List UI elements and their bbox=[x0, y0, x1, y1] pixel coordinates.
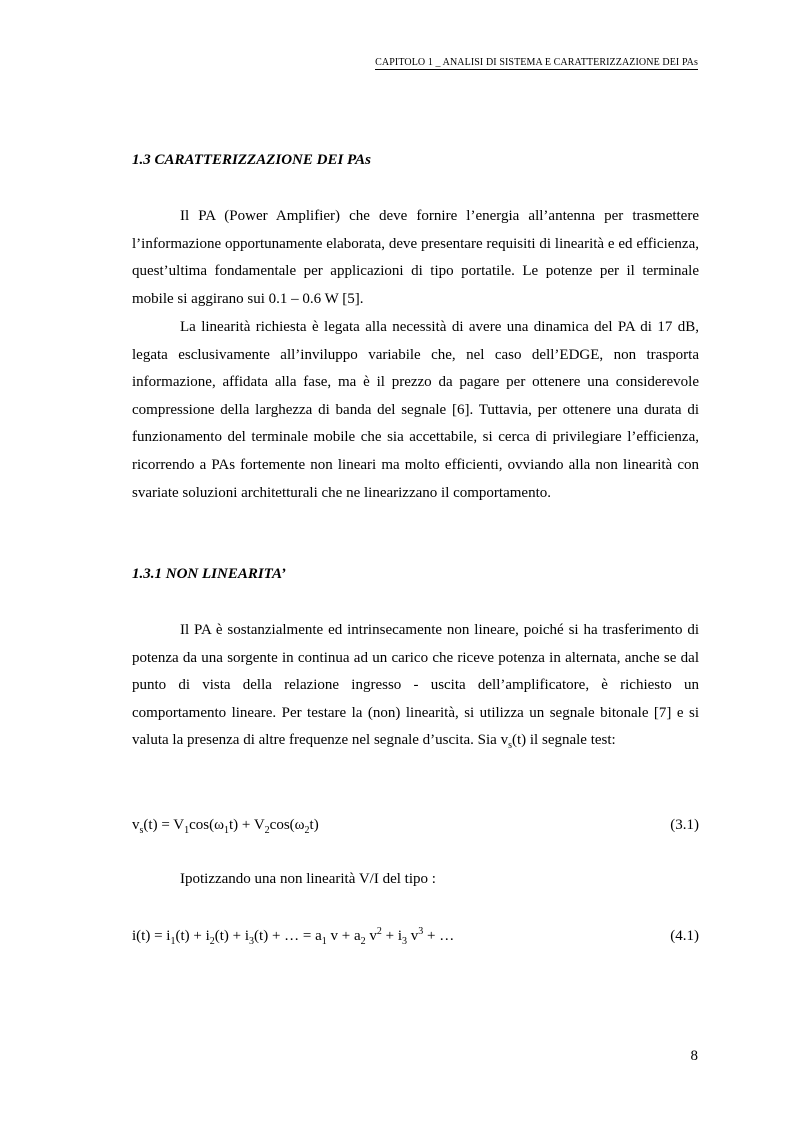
eq-term: t) bbox=[309, 817, 319, 833]
eq-term: v bbox=[365, 928, 377, 944]
equation-3-1 bbox=[132, 815, 699, 835]
eq-subscript: 3 bbox=[402, 936, 408, 947]
subsection-heading: 1.3.1 NON LINEARITA’ bbox=[132, 566, 286, 582]
paragraph-nonlinearity bbox=[132, 617, 699, 755]
equation-4-1 bbox=[132, 926, 699, 946]
eq-term: cos(ω bbox=[269, 817, 305, 833]
eq-term: v bbox=[132, 817, 140, 833]
eq-subscript: 1 bbox=[321, 936, 327, 947]
eq-subscript: s bbox=[139, 825, 144, 836]
eq-term: i(t) = i bbox=[132, 928, 171, 944]
paragraph-linearity-text: La linearità richiesta è legata alla necessità di avere una dinamica del PA di 17 dB, legata esclusivamente all’inviluppo variabile che, nel caso dell’EDGE, non trasporta informazione, affidata alla fase, ma è il prezzo da pagare per ottenere una considerevole compressione della larghezza di banda del segnale [6]. Tuttavia, per ottenere una durata di funzionamento del terminale mobile che sia accettabile, si cerca di privilegiare l’efficienza, ricorrendo a PAs fortemente non lineari ma molto efficienti, ovviando alla non linearità con svariate soluzioni architetturali che ne linearizzano il comportamento. bbox=[132, 319, 699, 501]
eq-subscript: 2 bbox=[209, 936, 215, 947]
paragraph-nonlinearity-tail: (t) il segnale test: bbox=[511, 732, 616, 749]
subscript: s bbox=[508, 740, 512, 752]
paragraph-nonlinearity-text: Il PA è sostanzialmente ed intrinsecamente non lineare, poiché si ha trasferimento di potenza da una sorgente in continua ad un carico che riceve potenza in alternata, anche se dal punto di vista della relazione ingresso - uscita dell’amplificatore, è richiesto un comportamento lineare. Per testare la (non) linearità, si utilizza un segnale bitonale [7] e si valuta la presenza di altre frequenze nel segnale d’uscita. Sia v bbox=[132, 622, 699, 749]
equation-number: (4.1) bbox=[670, 928, 699, 944]
eq-subscript: 2 bbox=[264, 825, 270, 836]
eq-subscript: 2 bbox=[304, 825, 310, 836]
eq-subscript: 1 bbox=[184, 825, 190, 836]
eq-term: v + a bbox=[326, 928, 361, 944]
paragraph-power-amplifier: Il PA (Power Amplifier) che deve fornire l’energia all’antenna per trasmettere l’informazione opportunamente elaborata, deve presentare requisiti di linearità e ed efficienza, quest’ultima fondamentale per applicazioni di tipo portatile. Le potenze per il terminale mobile si aggirano sui 0.1 – 0.6 W [5]. bbox=[132, 208, 699, 307]
eq-term: + i bbox=[381, 928, 403, 944]
eq-term: (t) + i bbox=[214, 928, 250, 944]
eq-superscript: 3 bbox=[418, 926, 424, 937]
equation-intro: Ipotizzando una non linearità V/I del tipo : bbox=[180, 871, 436, 887]
eq-term: + … bbox=[423, 928, 455, 944]
eq-term: t) + V bbox=[228, 817, 265, 833]
section-heading: 1.3 CARATTERIZZAZIONE DEI PAs bbox=[132, 152, 371, 168]
equation-number: (3.1) bbox=[670, 817, 699, 833]
eq-term: (t) = V bbox=[143, 817, 185, 833]
eq-subscript: 2 bbox=[360, 936, 366, 947]
eq-subscript: 1 bbox=[170, 936, 176, 947]
eq-term: (t) + i bbox=[175, 928, 210, 944]
eq-term: v bbox=[407, 928, 419, 944]
running-header: CAPITOLO 1 _ ANALISI DI SISTEMA E CARATTERIZZAZIONE DEI PAs bbox=[375, 57, 698, 68]
eq-superscript: 2 bbox=[376, 926, 382, 937]
eq-term: (t) + … = a bbox=[254, 928, 322, 944]
eq-term: cos(ω bbox=[189, 817, 224, 833]
eq-subscript: 1 bbox=[223, 825, 229, 836]
paragraph-linearity bbox=[132, 314, 699, 507]
page-number: 8 bbox=[690, 1048, 698, 1064]
eq-subscript: 3 bbox=[249, 936, 255, 947]
